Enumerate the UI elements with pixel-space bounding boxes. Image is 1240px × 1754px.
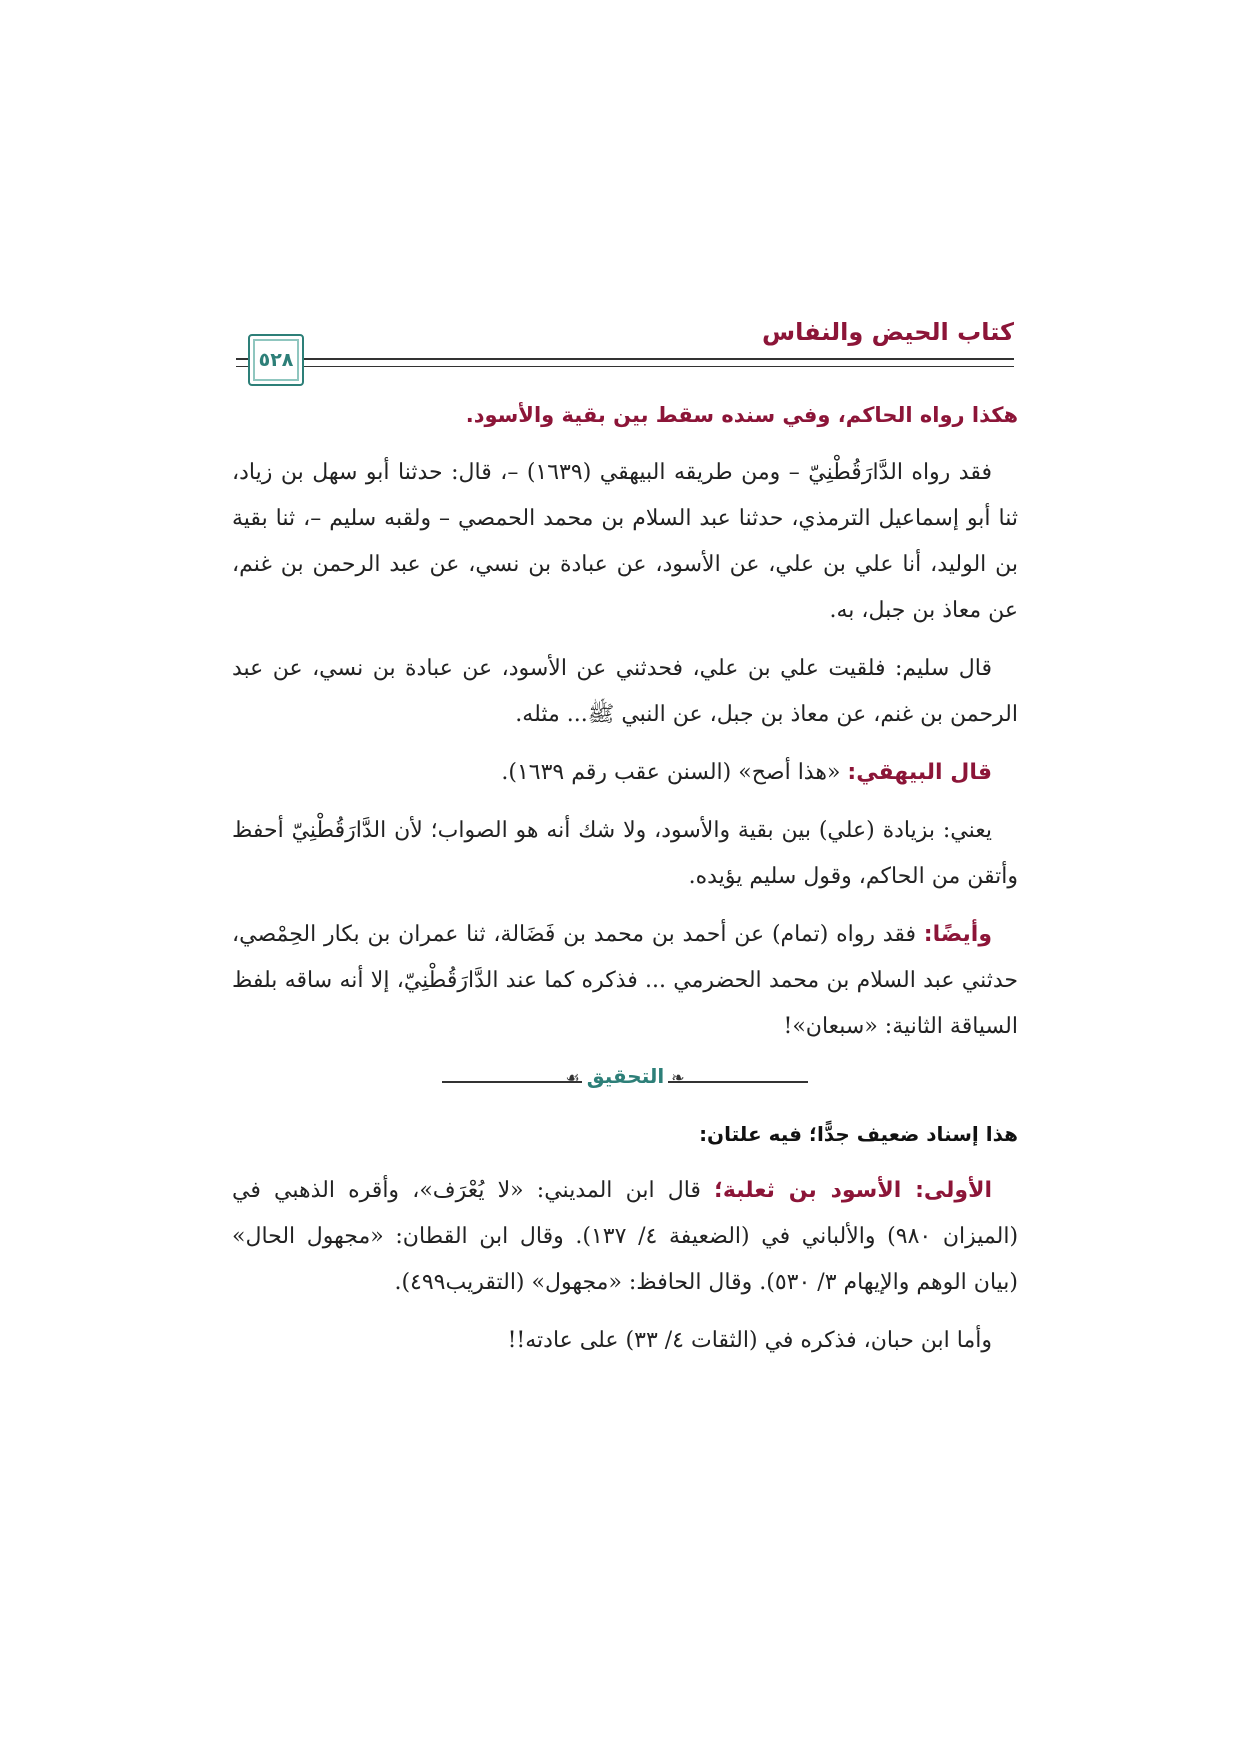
header-rule-thin [236, 366, 1014, 367]
page-content [232, 394, 1018, 1376]
header-rule-thick [236, 358, 1014, 360]
paragraph-1: فقد رواه الدَّارَقُطْنِيّ – ومن طريقه البيهقي (١٦٣٩) –، قال: حدثنا أبو سهل بن زياد، ثنا أبو إسماعيل الترمذي، حدثنا عبد السلام بن محمد الحمصي – ولقبه سليم –، ثنا بقية بن الوليد، أنا علي بن علي، عن الأسود، عن عبادة بن نسي، عن عبد الرحمن بن غنم، عن معاذ بن جبل، به. [232, 460, 1018, 623]
page-number-box [248, 334, 304, 386]
book-title: كتاب الحيض والنفاس [761, 318, 1014, 346]
also-text: فقد رواه (تمام) عن أحمد بن محمد بن فَضَالة، ثنا عمران بن بكار الحِمْصي، حدثني عبد السلام بن محمد الحضرمي ... فذكره كما عند الدَّارَقُطْنِيّ، إلا أنه ساقه بلفظ السياقة الثانية: «سبعان»! [232, 922, 1018, 1039]
section-title-wrap [232, 1064, 1018, 1088]
paragraph-5 [232, 912, 1018, 1050]
section-title: التحقيق [586, 1064, 665, 1088]
paragraph-3 [232, 750, 1018, 796]
bayhaqi-label: قال البيهقي: [847, 760, 992, 785]
bayhaqi-quote: «هذا أصح» (السنن عقب رقم ١٦٣٩). [501, 760, 848, 785]
paragraph-4: يعني: بزيادة (علي) بين بقية والأسود، ولا شك أنه هو الصواب؛ لأن الدَّارَقُطْنِيّ أحفظ وأتقن من الحاكم، وقول سليم يؤيده. [232, 818, 1018, 889]
also-label: وأيضًا: [923, 922, 992, 947]
ornament-icon: ❧ [671, 1068, 685, 1087]
paragraph-2: قال سليم: فلقيت علي بن علي، فحدثني عن الأسود، عن عبادة بن نسي، عن عبد الرحمن بن غنم، عن معاذ بن جبل، عن النبي ﷺ... مثله. [232, 656, 1018, 727]
page-header [236, 318, 1014, 388]
section-divider [232, 1062, 1018, 1102]
paragraph-6 [232, 1168, 1018, 1306]
first-flaw-label: الأولى: الأسود بن ثعلبة؛ [714, 1178, 992, 1203]
isnad-heading: هذا إسناد ضعيف جدًّا؛ فيه علتان: [699, 1122, 1018, 1146]
headline: هكذا رواه الحاكم، وفي سنده سقط بين بقية والأسود. [465, 403, 1018, 427]
paragraph-7: وأما ابن حبان، فذكره في (الثقات ٤/ ٣٣) على عادته!! [507, 1328, 992, 1353]
ornament-icon: ☙ [565, 1068, 580, 1087]
page-number: ٥٢٨ [258, 349, 294, 371]
first-flaw-text: قال ابن المديني: «لا يُعْرَف»، وأقره الذهبي في (الميزان ٩٨٠) والألباني في (الضعيفة ٤/ ١٣٧). وقال ابن القطان: «مجهول الحال» (بيان الوهم والإيهام ٣/ ٥٣٠). وقال الحافظ: «مجهول» (التقريب٤٩٩). [232, 1178, 1019, 1295]
